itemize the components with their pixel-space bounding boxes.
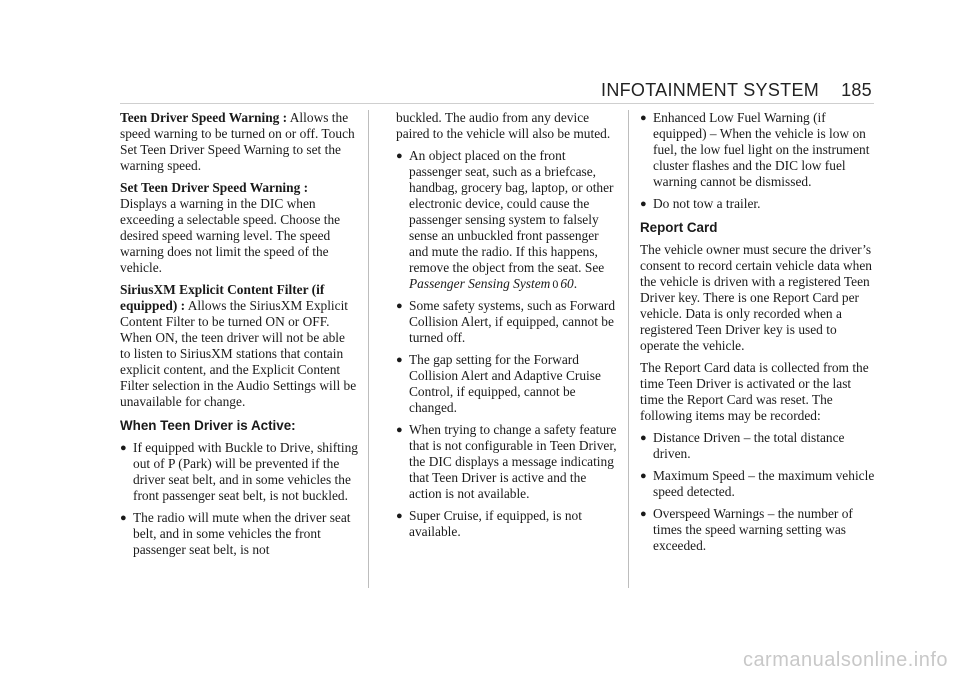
cross-reference-link[interactable]: Passenger Sensing System [409,276,551,291]
page-number: 185 [841,80,872,100]
list-item: ● An object placed on the front passenger seat, such as a briefcase, handbag, grocery bag, laptop, or other electronic device, could cause the passenger sensing system to falsely sense an unbuckled front passenger and mute the radio. If this happens, remove the object from the seat. See Passenger Sensing System 0 60. [396,148,614,291]
bullet-icon: ● [396,424,403,436]
bullet-icon: ● [640,198,647,210]
paragraph [120,110,358,174]
column-1 [120,110,358,564]
paragraph [120,180,358,276]
bullet-icon: ● [640,508,647,520]
header-divider [120,103,874,104]
page-reference-icon: 0 [552,277,559,291]
paragraph: The vehicle owner must secure the driver’s consent to record certain vehicle data when the vehicle is driven with a registered Teen Driver key. There is one Report Card per vehicle. Data is only recorded when a registered Teen Driver key is used to operate the vehicle. [640,242,872,353]
list-item: ● Distance Driven – the total distance driven. [640,430,845,461]
list-item: ● Enhanced Low Fuel Warning (if equipped) – When the vehicle is low on fuel, the low fuel light on the instrument cluster flashes and the DIC low fuel warning cannot be dismissed. [640,110,870,189]
paragraph [120,282,358,410]
section-title: INFOTAINMENT SYSTEM [601,80,820,100]
term: Set Teen Driver Speed Warning : [120,180,309,195]
list-item: ● Maximum Speed – the maximum vehicle speed detected. [640,468,875,499]
list-item: ● Some safety systems, such as Forward Collision Alert, if equipped, cannot be turned off. [396,298,616,345]
bullet-list [640,110,876,212]
bullet-list [396,148,618,540]
running-header [601,80,872,101]
column-2 [396,110,618,546]
column-divider-2 [628,110,629,588]
list-item: ● If equipped with Buckle to Drive, shifting out of P (Park) will be prevented if the driver seat belt, and in some vehicles the front passenger seat belt, is not buckled. [120,440,358,503]
continued-text: buckled. The audio from any device paired to the vehicle will also be muted. [396,110,611,141]
bullet-icon: ● [120,512,127,524]
bullet-icon: ● [396,300,403,312]
subheading: When Teen Driver is Active: [120,418,296,433]
definition: Allows the speed warning to be turned on or off. Touch Set Teen Driver Speed Warning to set the warning speed. [120,110,355,173]
bullet-icon: ● [396,510,403,522]
bullet-icon: ● [640,432,647,444]
list-item: ● When trying to change a safety feature that is not configurable in Teen Driver, the DIC displays a message indicating that Teen Driver is active and the action is not available. [396,422,617,501]
paragraph: The Report Card data is collected from the time Teen Driver is activated or the last time the Report Card was reset. The following items may be recorded: [640,360,869,423]
watermark: carmanualsonline.info [742,649,948,671]
list-item: ● Super Cruise, if equipped, is not available. [396,508,582,539]
bullet-icon: ● [640,470,647,482]
term: Teen Driver Speed Warning : [120,110,288,125]
list-item: ● The gap setting for the Forward Collision Alert and Adaptive Cruise Control, if equipped, cannot be changed. [396,352,601,415]
subheading: Report Card [640,220,718,235]
list-item: ● Overspeed Warnings – the number of times the speed warning setting was exceeded. [640,506,853,553]
cross-reference-page[interactable]: 60 [560,276,574,291]
bullet-icon: ● [396,150,403,162]
list-item: ● The radio will mute when the driver seat belt, and in some vehicles the front passenger seat belt, is not [120,510,351,557]
bullet-icon: ● [396,354,403,366]
list-item: ● Do not tow a trailer. [640,196,761,211]
bullet-list [120,440,358,558]
bullet-icon: ● [120,442,127,454]
column-divider-1 [368,110,369,588]
column-3 [640,110,876,560]
definition: Displays a warning in the DIC when exceeding a selectable speed. Choose the desired speed warning level. The speed warning does not limit the speed of the vehicle. [120,196,341,275]
bullet-list [640,430,876,554]
term: SiriusXM Explicit Content Filter (if equipped) : [120,282,325,313]
bullet-icon: ● [640,112,647,124]
definition: Allows the SiriusXM Explicit Content Filter to be turned ON or OFF. When ON, the teen driver will not be able to listen to SiriusXM stations that contain explicit content, and the Explicit Content Filter selection in the Audio Settings will be unavailable for change. [120,298,357,409]
